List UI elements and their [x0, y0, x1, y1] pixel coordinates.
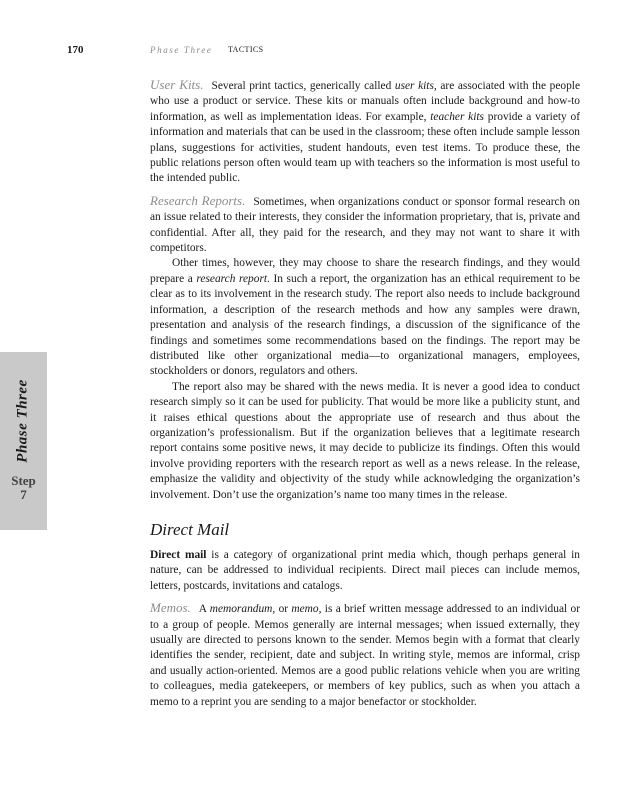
- memos-paragraph: [150, 600, 580, 710]
- user-kits-paragraph: [150, 77, 580, 187]
- direct-mail-paragraph: [150, 548, 580, 594]
- page-header: [0, 44, 643, 60]
- side-tab-phase-label: [10, 375, 36, 467]
- side-tab-step-number: 7: [20, 487, 27, 502]
- memos-text-1: A: [198, 603, 210, 616]
- user-kits-text-1: Several print tactics, generically called: [211, 80, 395, 92]
- memorandum-term: memorandum,: [209, 603, 276, 616]
- research-reports-paragraph-2: [150, 256, 580, 379]
- research-reports-text-2a: Other times, however, they may choose to share the research findings, and they would prepare a: [150, 257, 580, 285]
- side-tab-phase-text: Phase Three: [14, 379, 31, 463]
- memos-text-2: or: [275, 603, 292, 616]
- memo-term: memo,: [291, 603, 322, 616]
- research-reports-text-1: Sometimes, when organizations conduct or sponsor formal research on an issue related to their interests, they consider the information proprietary, that is, private and confidential. After all, they paid for the research, and they may not want to share it with competitors.: [150, 195, 581, 255]
- direct-mail-text: is a category of organizational print media which, though perhaps general in nature, can be addressed to individual recipients. Direct mail pieces can include memos, letters, postcards, invitations and catalogs.: [150, 548, 580, 592]
- user-kits-term-2: teacher kits: [430, 110, 484, 123]
- page-number: 170: [67, 44, 84, 56]
- running-title: Phase Three: [150, 45, 213, 55]
- user-kits-text-3: provide a variety of information and materials that can be used in the classroom; these often include sample lesson plans, suggestions for activities, student handouts, even test items. To produce these, the public relations person often would team up with teachers so the information is most useful to the intended public.: [150, 110, 580, 185]
- direct-mail-term: Direct mail: [150, 548, 207, 561]
- research-report-term: research report: [196, 272, 268, 285]
- research-reports-paragraph-3: The report also may be shared with the news media. It is never a good idea to conduct research simply so it can be used for publicity. That would be more like a publicity stunt, and it raises ethical questions about the appropriate use of research and thus about the organization’s professionalism. But if the organization believes that a legitimate research report contains some positive news, it may decide to publicize its findings. Often this would involve providing reporters with the research report as well as a news release. In the release, emphasize the validity and objectivity of the study while acknowledging the organization’s involvement. Don’t use the organization’s name too many times in the release.: [150, 380, 580, 501]
- user-kits-text-2: are associated with the people who use a product or service. These kits or manuals often include background and how-to information, as well as implementation ideas. For example,: [150, 80, 580, 123]
- page-body: [150, 77, 580, 710]
- memos-text-3: is a brief written message addressed to an individual or to a group of people. Memos generally are internal messages; when issued externally, they usually are directed to persons known to the sender. Memos begin with a format that clearly identifies the sender, recipient, date and subject. In writing style, memos are informal, crisp and usually action-oriented. Memos are a good public relations vehicle when you are writing to colleagues, media gatekeepers, or members of key publics, such as when you attach a memo to a reprint you are sending to a major benefactor or stockholder.: [150, 603, 580, 708]
- side-tab-step-word: Step: [11, 473, 36, 488]
- research-reports-heading: Research Reports.: [150, 192, 246, 208]
- running-section: TACTICS: [228, 45, 264, 54]
- research-reports-text-2b: . In such a report, the organization has an ethical requirement to be clear as to its involvement in the research study. The report also needs to include background information, a description of the research methods and how any samples were drawn, presentation and analysis of the research findings, a discussion of the significance of the findings and sometimes some recommendations based on the findings. The report may be distributed like other organizational media—to organizational managers, employees, stockholders or donors, regulators and others.: [150, 272, 580, 378]
- user-kits-heading: User Kits.: [150, 77, 204, 92]
- memos-heading: Memos.: [150, 600, 191, 616]
- research-reports-paragraph-1: [150, 193, 580, 257]
- side-tab-step: [0, 474, 47, 502]
- direct-mail-heading: Direct Mail: [150, 519, 230, 539]
- user-kits-term-1: user kits,: [394, 80, 437, 92]
